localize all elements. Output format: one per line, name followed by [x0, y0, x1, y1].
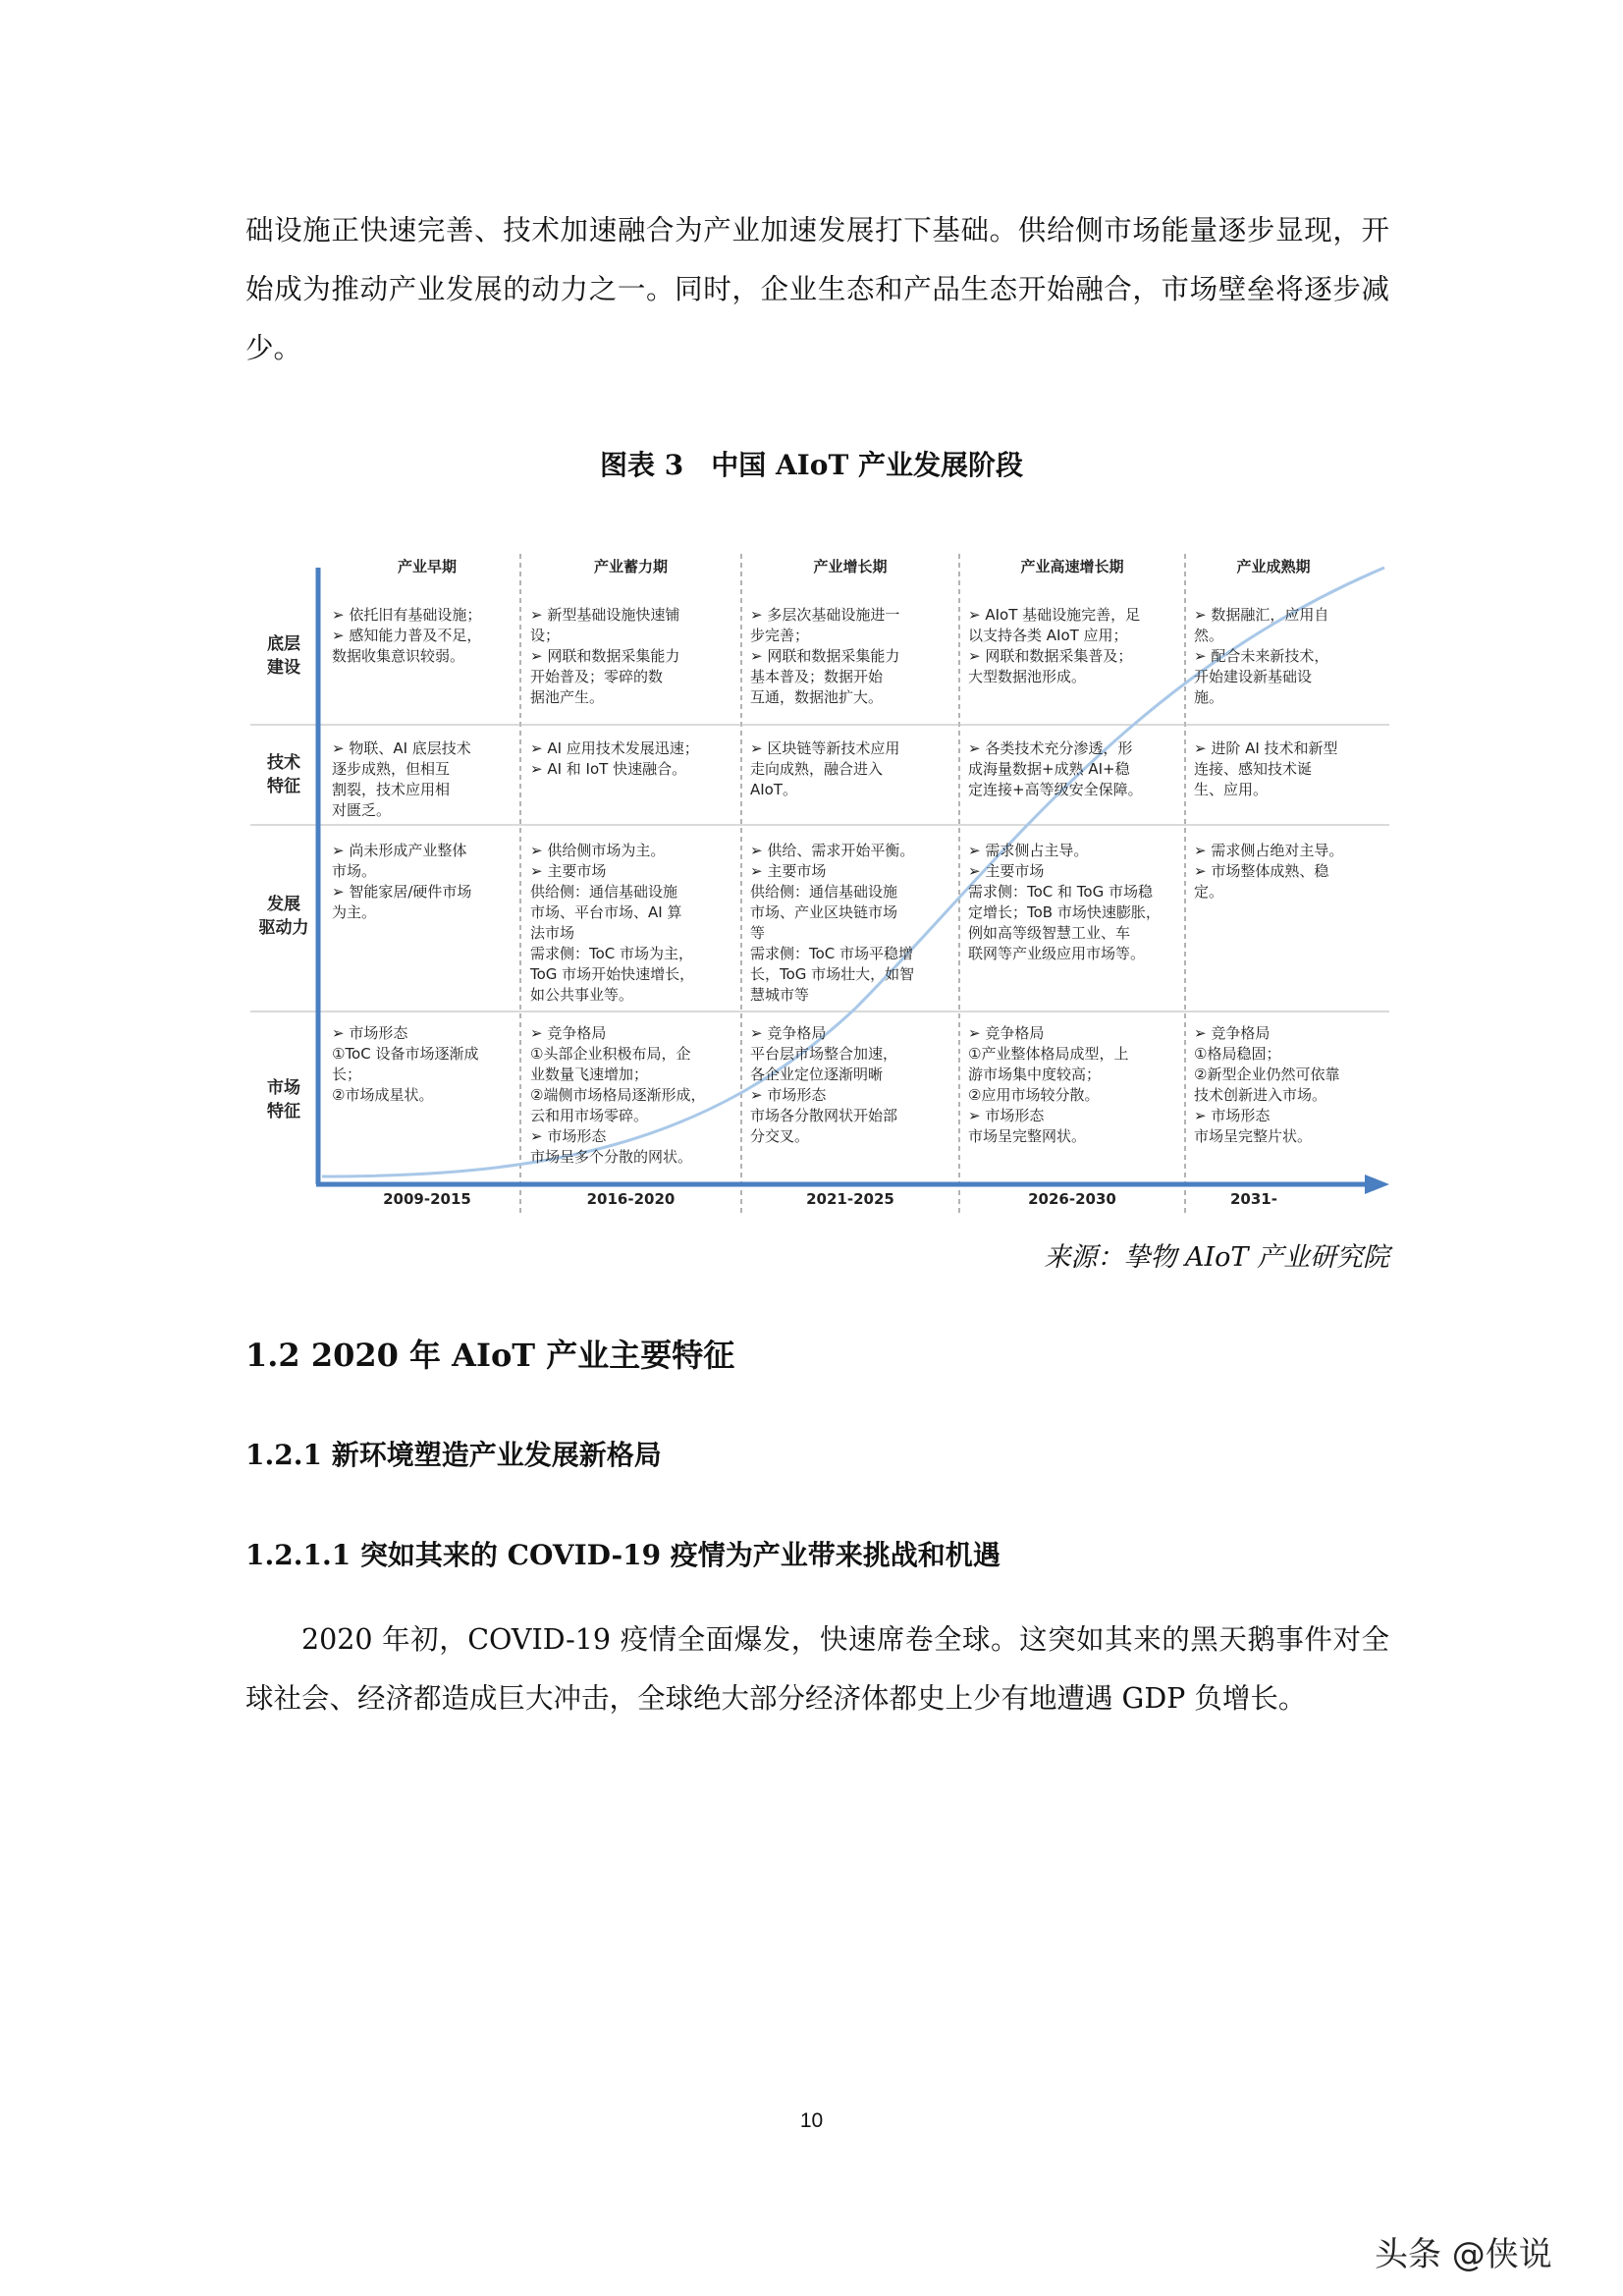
cell-r1-c1: ➢ 依托旧有基础设施； ➢ 感知能力普及不足， 数据收集意识较弱。 — [332, 606, 482, 665]
cell-r4-c5: ➢ 竞争格局 ①格局稳固； ②新型企业仍然可依靠 技术创新进入市场。 ➢ 市场形态 市场呈完整片状。 — [1194, 1024, 1340, 1145]
stage-header-1: 产业早期 — [397, 558, 457, 575]
row-header-driver: 发展 驱动力 — [258, 895, 309, 938]
stage-header-3: 产业增长期 — [813, 558, 888, 575]
cell-r3-c1: ➢ 尚未形成产业整体 市场。 ➢ 智能家居/硬件市场 为主。 — [332, 842, 472, 921]
row-header-market: 市场 特征 — [267, 1078, 300, 1121]
figure-caption: 图表 3 中国 AIoT 产业发展阶段 — [599, 449, 1024, 481]
body-paragraph-covid-text: 2020 年初，COVID-19 疫情全面爆发，快速席卷全球。这突如其来的黑天鹅事件对全球社会、经济都造成巨大冲击，全球绝大部分经济体都史上少有地遭遇 GDP 负增长。 — [245, 1623, 1389, 1715]
year-label-5: 2031- — [1230, 1190, 1277, 1208]
cell-r3-c2: ➢ 供给侧市场为主。 ➢ 主要市场 供给侧：通信基础设施 市场、平台市场、AI 算 法市场 需求侧：ToC 市场为主， ToG 市场开始快速增长， 如公共事业等。 — [530, 842, 695, 1004]
year-label-1: 2009-2015 — [383, 1190, 471, 1208]
watermark: 头条 @侠说 — [1375, 2235, 1552, 2274]
cell-r2-c5: ➢ 进阶 AI 技术和新型 连接、感知技术诞 生、应用。 — [1194, 739, 1338, 798]
year-label-2: 2016-2020 — [586, 1190, 676, 1208]
cell-r2-c4: ➢ 各类技术充分渗透，形 成海量数据+成熟 AI+稳 定连接+高等级安全保障。 — [968, 739, 1143, 798]
body-paragraph-continued: 础设施正快速完善、技术加速融合为产业加速发展打下基础。供给侧市场能量逐步显现，开始成为推动产业发展的动力之一。同时，企业生态和产品生态开始融合，市场壁垒将逐步减少。 — [245, 214, 1389, 364]
section-heading-1-2: 1.2 2020 年 AIoT 产业主要特征 — [245, 1337, 735, 1374]
cell-r1-c2: ➢ 新型基础设施快速铺 设； ➢ 网联和数据采集能力 开始普及；零碎的数 据池产生。 — [530, 606, 680, 706]
cell-r4-c4: ➢ 竞争格局 ①产业整体格局成型，上 游市场集中度较高； ②应用市场较分散。 ➢ 市场形态 市场呈完整网状。 — [968, 1024, 1129, 1145]
cell-r3-c3: ➢ 供给、需求开始平衡。 ➢ 主要市场 供给侧：通信基础设施 市场、产业区块链市场 等 需求侧：ToC 市场平稳增 长，ToG 市场壮大，如智 慧城市等 — [750, 842, 915, 1004]
cell-r4-c2: ➢ 竞争格局 ①头部企业积极布局，企 业数量飞速增加； ②端侧市场格局逐渐形成， 云和用市场零碎。 ➢ 市场形态 市场呈多个分散的网状。 — [530, 1024, 706, 1166]
cell-r4-c1: ➢ 市场形态 ①ToC 设备市场逐渐成 长； ②市场成星状。 — [332, 1024, 479, 1104]
cell-r1-c3: ➢ 多层次基础设施进一 步完善； ➢ 网联和数据采集能力 基本普及；数据开始 互通，数据池扩大。 — [750, 606, 900, 706]
cell-r4-c3: ➢ 竞争格局 平台层市场整合加速， 各企业定位逐渐明晰 ➢ 市场形态 市场各分散网状开始部 分交叉。 — [750, 1024, 898, 1145]
year-label-3: 2021-2025 — [806, 1190, 894, 1208]
cell-r1-c5: ➢ 数据融汇，应用自 然。 ➢ 配合未来新技术， 开始建设新基础设 施。 — [1194, 606, 1329, 706]
body-paragraph-covid — [245, 1611, 1389, 1728]
year-label-4: 2026-2030 — [1028, 1190, 1116, 1208]
cell-r1-c4: ➢ AIoT 基础设施完善，足 以支持各类 AIoT 应用； ➢ 网联和数据采集普及； 大型数据池形成。 — [968, 606, 1141, 685]
figure-source: 来源：挚物 AIoT 产业研究院 — [1044, 1242, 1389, 1273]
page-number: 10 — [799, 2109, 824, 2132]
cell-r2-c1: ➢ 物联、AI 底层技术 逐步成熟，但相互 割裂，技术应用相 对匮乏。 — [332, 739, 471, 819]
cell-r2-c2: ➢ AI 应用技术发展迅速； ➢ AI 和 IoT 快速融合。 — [530, 739, 699, 778]
row-header-technology: 技术 特征 — [267, 753, 300, 796]
aiot-stage-figure — [245, 548, 1389, 1218]
stage-header-4: 产业高速增长期 — [1020, 558, 1124, 575]
section-heading-1-2-1: 1.2.1 新环境塑造产业发展新格局 — [245, 1439, 662, 1471]
cell-r3-c4: ➢ 需求侧占主导。 ➢ 主要市场 需求侧：ToC 和 ToG 市场稳 定增长；ToB 市场快速膨胀， 例如高等级智慧工业、车 联网等产业级应用市场等。 — [968, 842, 1161, 962]
stage-header-5: 产业成熟期 — [1236, 558, 1311, 575]
stage-header-2: 产业蓄力期 — [593, 558, 668, 575]
section-heading-1-2-1-1: 1.2.1.1 突如其来的 COVID-19 疫情为产业带来挑战和机遇 — [245, 1539, 1001, 1571]
cell-r2-c3: ➢ 区块链等新技术应用 走向成熟，融合进入 AIoT。 — [750, 739, 900, 798]
x-axis-arrowhead — [1365, 1175, 1389, 1194]
row-header-infrastructure: 底层 建设 — [267, 634, 300, 678]
cell-r3-c5: ➢ 需求侧占绝对主导。 ➢ 市场整体成熟、稳 定。 — [1194, 842, 1344, 901]
